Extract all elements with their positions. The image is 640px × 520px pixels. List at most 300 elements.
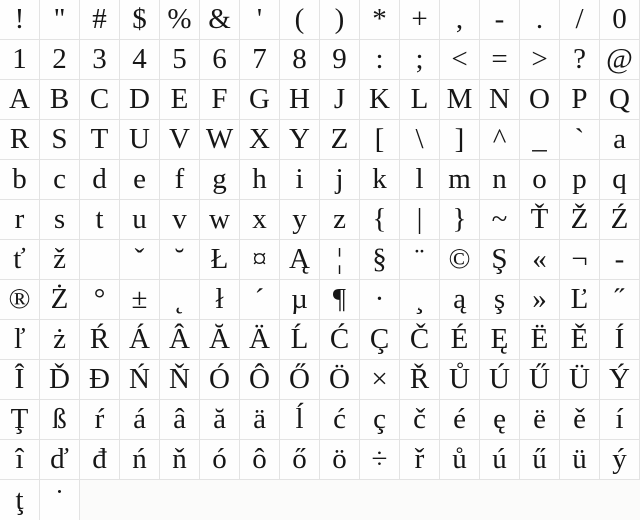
glyph: ľ	[13, 323, 26, 355]
glyph-cell[interactable]	[400, 80, 440, 120]
glyph-cell[interactable]	[80, 320, 120, 360]
glyph-cell[interactable]	[600, 360, 640, 400]
glyph-cell[interactable]	[320, 320, 360, 360]
glyph-cell[interactable]	[0, 120, 40, 160]
glyph: h	[252, 163, 267, 195]
glyph: Q	[609, 83, 630, 115]
glyph-cell[interactable]	[240, 240, 280, 280]
glyph: :	[375, 43, 384, 75]
glyph-cell[interactable]	[280, 0, 320, 40]
glyph-cell[interactable]	[360, 360, 400, 400]
glyph-cell[interactable]	[160, 160, 200, 200]
glyph-cell[interactable]	[240, 440, 280, 480]
glyph: f	[174, 163, 185, 195]
glyph-cell[interactable]	[440, 400, 480, 440]
glyph: É	[450, 323, 469, 355]
glyph-cell[interactable]	[440, 440, 480, 480]
glyph-cell[interactable]	[360, 320, 400, 360]
glyph: Ü	[569, 363, 590, 395]
glyph: Â	[169, 323, 190, 355]
glyph: 8	[292, 43, 307, 75]
glyph-cell[interactable]	[600, 0, 640, 40]
glyph-cell[interactable]	[600, 320, 640, 360]
glyph-cell[interactable]	[280, 320, 320, 360]
glyph-cell[interactable]	[120, 0, 160, 40]
glyph: j	[335, 163, 344, 195]
glyph: ×	[371, 363, 388, 395]
glyph: /	[575, 3, 584, 35]
glyph: ş	[493, 283, 506, 315]
glyph: %	[167, 3, 192, 35]
glyph: ±	[131, 283, 148, 315]
glyph: ´	[254, 283, 265, 315]
glyph-cell[interactable]	[240, 80, 280, 120]
glyph-cell[interactable]	[160, 400, 200, 440]
glyph-cell[interactable]	[560, 160, 600, 200]
glyph-cell[interactable]	[520, 400, 560, 440]
glyph-cell[interactable]	[40, 120, 80, 160]
glyph-cell[interactable]	[400, 0, 440, 40]
glyph: đ	[92, 443, 107, 475]
glyph-cell[interactable]	[280, 440, 320, 480]
glyph-cell[interactable]	[240, 160, 280, 200]
glyph-cell[interactable]	[600, 80, 640, 120]
glyph-cell[interactable]	[40, 160, 80, 200]
glyph-cell[interactable]	[480, 160, 520, 200]
glyph-cell[interactable]	[480, 120, 520, 160]
glyph-cell[interactable]	[0, 280, 40, 320]
glyph-cell[interactable]	[520, 440, 560, 480]
glyph-cell[interactable]	[480, 40, 520, 80]
glyph: ö	[332, 443, 347, 475]
glyph: Ú	[489, 363, 510, 395]
glyph: x	[252, 203, 267, 235]
glyph-cell[interactable]	[480, 200, 520, 240]
glyph: ž	[53, 243, 66, 275]
glyph-cell[interactable]	[440, 160, 480, 200]
glyph-cell[interactable]	[240, 120, 280, 160]
glyph-cell[interactable]	[400, 320, 440, 360]
glyph: F	[211, 83, 228, 115]
glyph-cell[interactable]	[40, 480, 80, 520]
glyph-cell[interactable]	[560, 120, 600, 160]
glyph: ď	[50, 443, 69, 475]
glyph-cell[interactable]	[480, 360, 520, 400]
glyph: ń	[132, 443, 147, 475]
glyph-cell[interactable]	[40, 360, 80, 400]
glyph: ˘	[174, 243, 185, 275]
glyph-cell[interactable]	[80, 120, 120, 160]
glyph-cell[interactable]	[200, 120, 240, 160]
glyph-cell[interactable]	[400, 280, 440, 320]
glyph: |	[416, 203, 423, 235]
glyph-cell[interactable]	[120, 240, 160, 280]
glyph: «	[532, 243, 547, 275]
glyph-cell[interactable]	[240, 0, 280, 40]
glyph-cell[interactable]	[200, 200, 240, 240]
glyph-cell[interactable]	[160, 200, 200, 240]
glyph-cell[interactable]	[80, 440, 120, 480]
glyph-cell[interactable]	[480, 80, 520, 120]
glyph-cell[interactable]	[80, 80, 120, 120]
glyph: i	[295, 163, 304, 195]
glyph-cell[interactable]	[0, 80, 40, 120]
glyph: $	[132, 3, 147, 35]
glyph-cell[interactable]	[320, 80, 360, 120]
glyph-cell[interactable]	[360, 400, 400, 440]
glyph-cell[interactable]	[160, 280, 200, 320]
glyph-cell[interactable]	[240, 200, 280, 240]
glyph: Ł	[210, 243, 229, 275]
glyph-cell[interactable]	[560, 40, 600, 80]
glyph-cell[interactable]	[560, 0, 600, 40]
glyph-cell[interactable]	[440, 120, 480, 160]
glyph-cell[interactable]	[280, 120, 320, 160]
glyph-cell[interactable]	[80, 280, 120, 320]
glyph-cell[interactable]	[400, 360, 440, 400]
glyph-cell[interactable]	[440, 80, 480, 120]
glyph-cell[interactable]	[200, 240, 240, 280]
glyph-cell[interactable]	[120, 80, 160, 120]
glyph-cell[interactable]	[120, 360, 160, 400]
glyph-cell[interactable]	[120, 160, 160, 200]
glyph-cell[interactable]	[480, 400, 520, 440]
glyph: ó	[212, 443, 227, 475]
glyph: Ţ	[10, 403, 29, 435]
glyph: ˝	[614, 283, 625, 315]
glyph: l	[415, 163, 424, 195]
glyph: "	[53, 3, 66, 35]
glyph-cell[interactable]	[360, 200, 400, 240]
glyph-cell[interactable]	[360, 120, 400, 160]
glyph: =	[491, 43, 508, 75]
glyph-cell[interactable]	[160, 360, 200, 400]
glyph: Ë	[530, 323, 549, 355]
glyph-cell[interactable]	[200, 440, 240, 480]
glyph-cell[interactable]	[440, 360, 480, 400]
glyph: Ä	[249, 323, 270, 355]
glyph-cell[interactable]	[320, 240, 360, 280]
glyph-cell[interactable]	[400, 40, 440, 80]
glyph-cell[interactable]	[400, 240, 440, 280]
glyph: Ő	[289, 363, 310, 395]
glyph-cell[interactable]	[320, 440, 360, 480]
glyph-cell[interactable]	[400, 400, 440, 440]
glyph-cell[interactable]	[40, 80, 80, 120]
glyph: Ö	[329, 363, 350, 395]
glyph-cell[interactable]	[80, 200, 120, 240]
glyph-cell[interactable]	[520, 240, 560, 280]
glyph-cell[interactable]	[0, 360, 40, 400]
glyph-cell[interactable]	[0, 240, 40, 280]
glyph: ]	[454, 123, 465, 155]
glyph-cell[interactable]	[520, 80, 560, 120]
glyph-cell[interactable]	[520, 360, 560, 400]
glyph-cell[interactable]	[440, 240, 480, 280]
glyph-cell[interactable]	[600, 160, 640, 200]
glyph: A	[9, 83, 30, 115]
glyph: ĺ	[295, 403, 304, 435]
glyph-cell[interactable]	[440, 320, 480, 360]
glyph-cell[interactable]	[160, 0, 200, 40]
glyph-cell[interactable]	[280, 280, 320, 320]
glyph-cell[interactable]	[240, 280, 280, 320]
glyph-cell[interactable]	[120, 440, 160, 480]
glyph-cell[interactable]	[520, 160, 560, 200]
glyph-cell[interactable]	[280, 80, 320, 120]
glyph: ő	[292, 443, 307, 475]
glyph-cell[interactable]	[280, 360, 320, 400]
glyph-cell[interactable]	[80, 360, 120, 400]
glyph: X	[249, 123, 270, 155]
glyph: Ą	[289, 243, 310, 275]
glyph: }	[452, 203, 467, 235]
glyph: Á	[129, 323, 150, 355]
glyph-cell[interactable]	[440, 200, 480, 240]
glyph: B	[49, 83, 70, 115]
glyph: Ŕ	[89, 323, 110, 355]
glyph-cell[interactable]	[320, 400, 360, 440]
glyph-cell[interactable]	[360, 80, 400, 120]
glyph: â	[173, 403, 186, 435]
glyph-cell[interactable]	[0, 440, 40, 480]
glyph-cell[interactable]	[160, 320, 200, 360]
glyph-cell[interactable]	[40, 400, 80, 440]
glyph-cell[interactable]	[520, 0, 560, 40]
glyph-cell[interactable]	[200, 40, 240, 80]
glyph: a	[613, 123, 626, 155]
glyph-cell[interactable]	[320, 120, 360, 160]
glyph-cell[interactable]	[400, 120, 440, 160]
glyph-cell[interactable]	[200, 360, 240, 400]
glyph: Ć	[329, 323, 350, 355]
glyph-cell[interactable]	[440, 0, 480, 40]
glyph-cell[interactable]	[160, 240, 200, 280]
glyph-cell[interactable]	[120, 120, 160, 160]
glyph: L	[410, 83, 429, 115]
glyph: Ě	[570, 323, 589, 355]
glyph-cell[interactable]	[600, 120, 640, 160]
glyph-cell[interactable]	[40, 280, 80, 320]
glyph-cell[interactable]	[160, 80, 200, 120]
glyph-cell[interactable]	[600, 280, 640, 320]
glyph: ?	[573, 43, 586, 75]
glyph: +	[411, 3, 428, 35]
glyph-cell[interactable]	[400, 200, 440, 240]
glyph: µ	[291, 283, 308, 315]
glyph: ł	[215, 283, 224, 315]
glyph-cell[interactable]	[400, 440, 440, 480]
glyph-cell[interactable]	[480, 0, 520, 40]
glyph-cell[interactable]	[160, 440, 200, 480]
glyph-cell[interactable]	[120, 200, 160, 240]
glyph-cell[interactable]	[480, 240, 520, 280]
glyph-cell[interactable]	[520, 280, 560, 320]
glyph-cell[interactable]	[160, 40, 200, 80]
glyph: z	[333, 203, 346, 235]
glyph: `	[574, 123, 585, 155]
glyph: &	[208, 3, 231, 35]
glyph: u	[132, 203, 147, 235]
glyph: Ó	[209, 363, 230, 395]
glyph: M	[446, 83, 473, 115]
glyph-cell[interactable]	[320, 0, 360, 40]
glyph-cell[interactable]	[40, 40, 80, 80]
glyph: Đ	[89, 363, 110, 395]
glyph: E	[170, 83, 189, 115]
glyph-cell[interactable]	[280, 160, 320, 200]
glyph-cell[interactable]	[600, 440, 640, 480]
glyph: Y	[289, 123, 310, 155]
glyph: D	[129, 83, 150, 115]
glyph-cell[interactable]	[280, 240, 320, 280]
glyph-cell[interactable]	[40, 440, 80, 480]
glyph: Ç	[369, 323, 390, 355]
glyph: -	[494, 3, 505, 35]
glyph: ţ	[15, 483, 24, 516]
glyph: *	[372, 3, 387, 35]
glyph-cell[interactable]	[0, 0, 40, 40]
glyph-cell[interactable]	[280, 200, 320, 240]
glyph-cell[interactable]	[120, 40, 160, 80]
glyph-cell[interactable]	[360, 240, 400, 280]
glyph-cell[interactable]	[360, 40, 400, 80]
glyph: c	[53, 163, 66, 195]
glyph: m	[448, 163, 471, 195]
glyph: K	[369, 83, 390, 115]
glyph-cell[interactable]	[40, 240, 80, 280]
glyph-cell[interactable]	[240, 400, 280, 440]
glyph-cell[interactable]	[320, 40, 360, 80]
glyph-cell[interactable]	[320, 160, 360, 200]
glyph-cell[interactable]	[0, 200, 40, 240]
glyph-cell[interactable]	[480, 320, 520, 360]
glyph-cell[interactable]	[360, 440, 400, 480]
glyph: ę	[493, 403, 506, 435]
glyph-cell[interactable]	[0, 160, 40, 200]
glyph: §	[372, 243, 387, 275]
glyph: ß	[52, 403, 67, 435]
glyph: ¦	[336, 243, 343, 275]
glyph: Ż	[50, 283, 69, 315]
glyph-cell[interactable]	[280, 40, 320, 80]
glyph-cell[interactable]	[320, 200, 360, 240]
glyph: p	[572, 163, 587, 195]
glyph-cell[interactable]	[80, 0, 120, 40]
glyph-cell[interactable]	[520, 120, 560, 160]
glyph: Ď	[49, 363, 70, 395]
glyph-cell[interactable]	[600, 400, 640, 440]
glyph: ă	[213, 403, 226, 435]
glyph: 7	[252, 43, 267, 75]
glyph-cell[interactable]	[200, 280, 240, 320]
glyph-cell[interactable]	[520, 320, 560, 360]
glyph-cell[interactable]	[120, 320, 160, 360]
glyph-cell[interactable]	[320, 280, 360, 320]
glyph-cell[interactable]	[480, 280, 520, 320]
glyph-cell[interactable]	[80, 240, 120, 280]
glyph: 6	[212, 43, 227, 75]
glyph-cell[interactable]	[280, 400, 320, 440]
glyph-cell[interactable]	[240, 320, 280, 360]
glyph-cell[interactable]	[480, 440, 520, 480]
glyph-cell[interactable]	[40, 200, 80, 240]
glyph-cell[interactable]	[40, 320, 80, 360]
glyph: H	[289, 83, 310, 115]
glyph: Ž	[570, 203, 589, 235]
glyph-cell[interactable]	[520, 200, 560, 240]
glyph-cell[interactable]	[560, 200, 600, 240]
glyph-cell[interactable]	[560, 320, 600, 360]
glyph: 3	[92, 43, 107, 75]
glyph-cell[interactable]	[560, 440, 600, 480]
glyph-cell[interactable]	[360, 280, 400, 320]
glyph-cell[interactable]	[560, 80, 600, 120]
glyph-cell[interactable]	[360, 0, 400, 40]
glyph-cell[interactable]	[0, 40, 40, 80]
glyph-cell[interactable]	[400, 160, 440, 200]
glyph-cell[interactable]	[440, 40, 480, 80]
glyph-cell[interactable]	[600, 240, 640, 280]
glyph: ©	[448, 243, 471, 275]
glyph: ř	[414, 443, 425, 475]
glyph-cell[interactable]	[600, 200, 640, 240]
glyph: Ř	[409, 363, 430, 395]
glyph-cell[interactable]	[560, 240, 600, 280]
glyph-cell[interactable]	[160, 120, 200, 160]
glyph: 2	[52, 43, 67, 75]
glyph: Ă	[209, 323, 230, 355]
glyph-cell[interactable]	[560, 360, 600, 400]
glyph-cell[interactable]	[600, 40, 640, 80]
glyph-cell[interactable]	[440, 280, 480, 320]
glyph-cell[interactable]	[360, 160, 400, 200]
glyph-cell[interactable]	[80, 400, 120, 440]
glyph-cell[interactable]	[120, 400, 160, 440]
glyph: ô	[252, 443, 267, 475]
glyph: ¶	[332, 283, 347, 315]
glyph: _	[532, 123, 547, 155]
glyph-cell[interactable]	[120, 280, 160, 320]
glyph-cell[interactable]	[200, 0, 240, 40]
glyph-cell[interactable]	[560, 400, 600, 440]
glyph-cell[interactable]	[200, 320, 240, 360]
glyph: R	[9, 123, 30, 155]
glyph-cell[interactable]	[320, 360, 360, 400]
glyph: 4	[132, 43, 147, 75]
glyph-cell[interactable]	[80, 160, 120, 200]
glyph-cell[interactable]	[200, 400, 240, 440]
glyph-cell[interactable]	[200, 160, 240, 200]
glyph-cell[interactable]	[520, 40, 560, 80]
glyph: ć	[333, 403, 346, 435]
glyph: ¨	[414, 243, 425, 275]
glyph-cell[interactable]	[240, 40, 280, 80]
glyph: Ň	[169, 363, 190, 395]
glyph: ü	[572, 443, 587, 475]
glyph-cell[interactable]	[0, 480, 40, 520]
glyph: Ô	[249, 363, 270, 395]
glyph: ÷	[371, 443, 388, 475]
glyph-cell[interactable]	[0, 400, 40, 440]
glyph-cell[interactable]	[0, 320, 40, 360]
glyph-cell[interactable]	[200, 80, 240, 120]
glyph-cell[interactable]	[240, 360, 280, 400]
glyph-cell[interactable]	[560, 280, 600, 320]
glyph-cell[interactable]	[80, 40, 120, 80]
glyph-cell[interactable]	[40, 0, 80, 40]
glyph: Ę	[490, 323, 509, 355]
